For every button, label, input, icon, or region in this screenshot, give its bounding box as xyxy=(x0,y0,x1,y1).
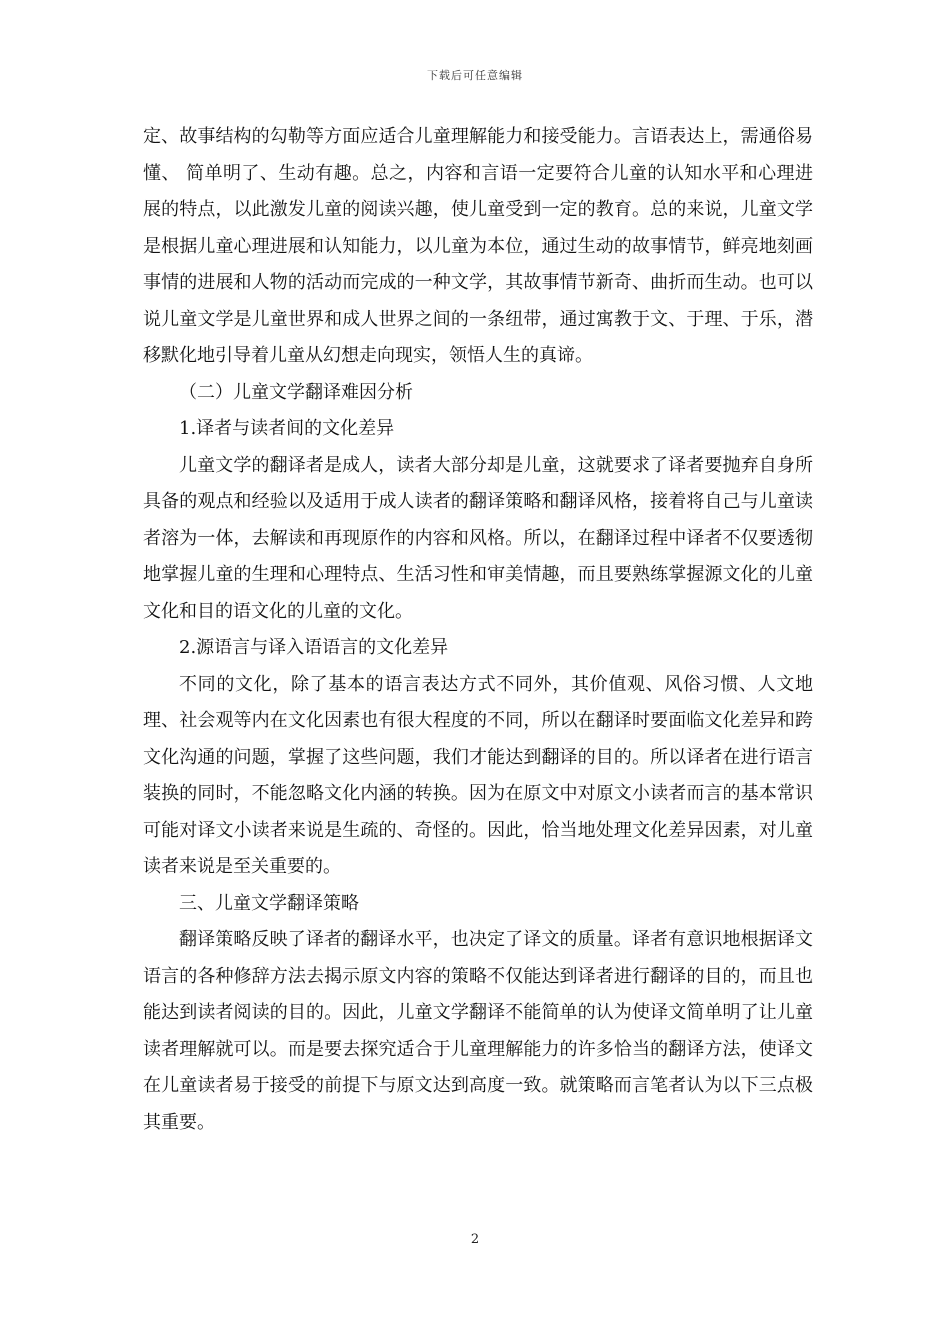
section-heading: （二）儿童文学翻译难因分析 xyxy=(179,381,413,403)
body-paragraph: 不同的文化，除了基本的语言表达方式不同外，其价值观、风俗习惯、人文地理、社会观等内在文化因素也有很大程度的不同，所以在翻译时要面临文化差异和跨文化沟通的问题，掌握了这些问题，我们才能达到翻译的目的。所以译者在进行语言装换的同时，不能忽略文化内涵的转换。因为在原文中对原文小读者而言的基本常识可能对译文小读者来说是生疏的、奇怪的。因此，恰当地处理文化差异因素，对儿童读者来说是至关重要的。 xyxy=(143,673,813,877)
section-heading: 三、儿童文学翻译策略 xyxy=(179,892,359,914)
header-note: 下载后可任意编辑 xyxy=(427,69,523,82)
body-paragraph: 翻译策略反映了译者的翻译水平，也决定了译文的质量。译者有意识地根据译文语言的各种修辞方法去揭示原文内容的策略不仅能达到译者进行翻译的目的，而且也能达到读者阅读的目的。因此，儿童文学翻译不能简单的认为使译文简单明了让儿童读者理解就可以。而是要去探究适合于儿童理解能力的许多恰当的翻译方法，使译文在儿童读者易于接受的前提下与原文达到高度一致。就策略而言笔者认为以下三点极其重要。 xyxy=(143,929,813,1133)
subsection-heading: 2.源语言与译入语语言的文化差异 xyxy=(179,637,449,658)
body-paragraph: 定、故事结构的勾勒等方面应适合儿童理解能力和接受能力。言语表达上，需通俗易懂、 简单明了、生动有趣。总之，内容和言语一定要符合儿童的认知水平和心理进展的特点，以此激发儿童的阅读兴趣，使儿童受到一定的教育。总的来说，儿童文学是根据儿童心理进展和认知能力，以儿童为本位，通过生动的故事情节，鲜亮地刻画事情的进展和人物的活动而完成的一种文学，其故事情节新奇、曲折而生动。也可以说儿童文学是儿童世界和成人世界之间的一条纽带，通过寓教于文、于理、于乐，潜移默化地引导着儿童从幻想走向现实，领悟人生的真谛。 xyxy=(143,126,813,366)
page-number: 2 xyxy=(470,1232,480,1247)
subsection-heading: 1.译者与读者间的文化差异 xyxy=(179,418,395,439)
body-paragraph: 儿童文学的翻译者是成人，读者大部分却是儿童，这就要求了译者要抛弃自身所具备的观点和经验以及适用于成人读者的翻译策略和翻译风格，接着将自己与儿童读者溶为一体，去解读和再现原作的内容和风格。所以，在翻译过程中译者不仅要透彻地掌握儿童的生理和心理特点、生活习性和审美情趣，而且要熟练掌握源文化的儿童文化和目的语文化的儿童的文化。 xyxy=(143,454,813,622)
document-body xyxy=(143,119,813,1141)
